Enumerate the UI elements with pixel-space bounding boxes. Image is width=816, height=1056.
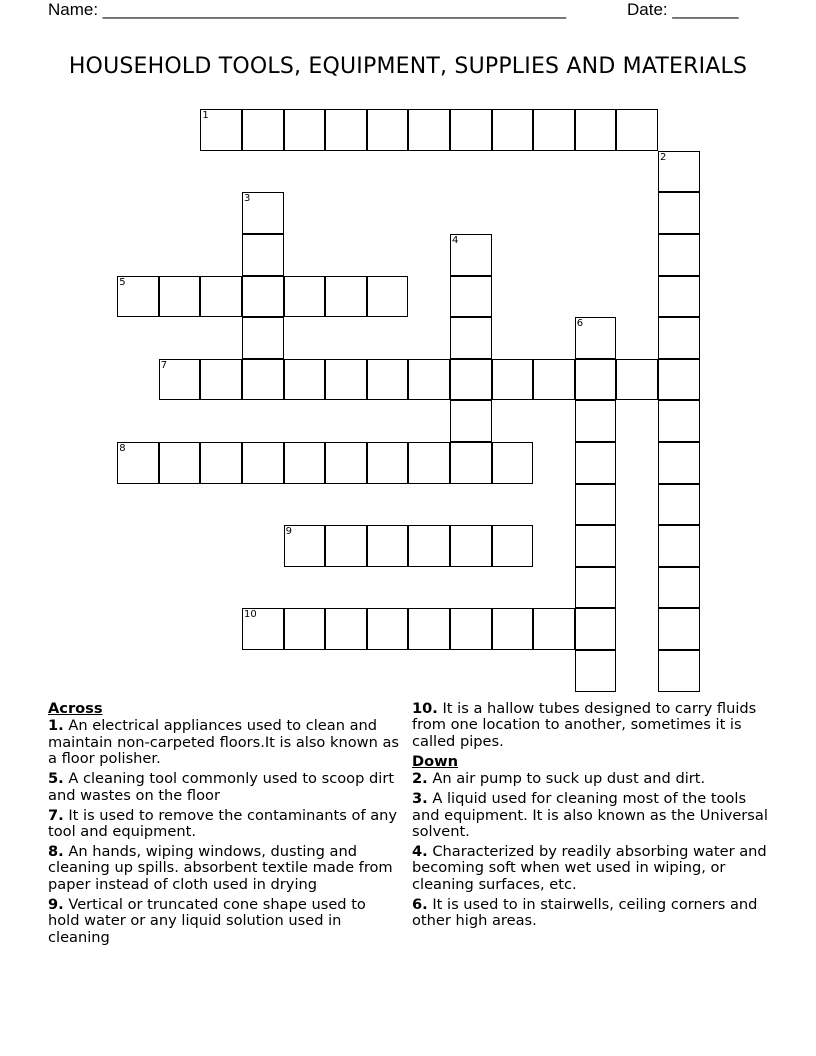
clue-across-7: [48, 808, 400, 841]
grid-cell[interactable]: [658, 192, 700, 234]
grid-cell[interactable]: [450, 276, 492, 318]
grid-cell[interactable]: [367, 442, 409, 484]
grid-cell[interactable]: [658, 608, 700, 650]
clue-text: An hands, wiping windows, dusting and cleaning up spills. absorbent textile made from paper instead of cloth used in drying: [48, 843, 393, 893]
clue-text: An air pump to suck up dust and dirt.: [432, 770, 706, 788]
clue-across-10: [412, 701, 772, 750]
clue-number: 6.: [412, 895, 428, 913]
grid-cell[interactable]: [658, 317, 700, 359]
grid-cell[interactable]: [117, 276, 159, 318]
grid-cell[interactable]: [159, 359, 201, 401]
grid-cell[interactable]: [492, 359, 534, 401]
cell-number: 1: [202, 110, 209, 122]
grid-cell[interactable]: [450, 608, 492, 650]
grid-cell[interactable]: [575, 442, 617, 484]
grid-cell[interactable]: [159, 442, 201, 484]
clue-across-1: [48, 718, 400, 767]
grid-cell[interactable]: [408, 359, 450, 401]
clue-down-4: [412, 844, 772, 893]
clue-number: 7.: [48, 806, 64, 824]
grid-cell[interactable]: [200, 359, 242, 401]
grid-cell[interactable]: [658, 151, 700, 193]
grid-cell[interactable]: [492, 608, 534, 650]
clue-text: It is used to remove the contaminants of any tool and equipment.: [48, 806, 398, 841]
grid-cell[interactable]: [325, 525, 367, 567]
grid-cell[interactable]: [367, 525, 409, 567]
grid-cell[interactable]: [533, 608, 575, 650]
clue-number: 4.: [412, 843, 428, 861]
grid-cell[interactable]: [658, 442, 700, 484]
grid-cell[interactable]: [575, 400, 617, 442]
grid-cell[interactable]: [658, 484, 700, 526]
grid-cell[interactable]: [533, 359, 575, 401]
across-heading: Across: [48, 700, 103, 717]
grid-cell[interactable]: [242, 317, 284, 359]
clue-text: An electrical appliances used to clean and maintain non-carpeted floors.It is also known as a floor polisher.: [48, 717, 399, 768]
grid-cell[interactable]: [575, 608, 617, 650]
grid-cell[interactable]: [242, 109, 284, 151]
grid-cell[interactable]: [658, 650, 700, 692]
clue-text: It is a hallow tubes designed to carry fluids from one location to another, sometimes it is called pipes.: [412, 700, 757, 750]
cell-number: 10: [244, 609, 257, 621]
cell-number: 3: [244, 193, 251, 205]
cell-number: 9: [285, 526, 292, 538]
grid-cell[interactable]: [658, 400, 700, 442]
grid-cell[interactable]: [408, 109, 450, 151]
clue-text: A liquid used for cleaning most of the tools and equipment. It is also known as the Universal solvent.: [412, 790, 768, 841]
grid-cell[interactable]: [408, 442, 450, 484]
grid-cell[interactable]: [325, 359, 367, 401]
grid-cell[interactable]: [658, 234, 700, 276]
grid-cell[interactable]: [242, 192, 284, 234]
grid-cell[interactable]: [242, 359, 284, 401]
grid-cell[interactable]: [575, 525, 617, 567]
grid-cell[interactable]: [367, 608, 409, 650]
grid-cell[interactable]: [658, 359, 700, 401]
grid-cell[interactable]: [408, 608, 450, 650]
grid-cell[interactable]: [284, 608, 326, 650]
grid-cell[interactable]: [367, 359, 409, 401]
clues-left-column: [48, 701, 400, 950]
grid-cell[interactable]: [117, 442, 159, 484]
clue-down-6: [412, 897, 772, 930]
cell-number: 5: [119, 276, 126, 288]
grid-cell[interactable]: [367, 109, 409, 151]
grid-cell[interactable]: [200, 109, 242, 151]
clue-number: 2.: [412, 770, 428, 788]
grid-cell[interactable]: [492, 109, 534, 151]
grid-cell[interactable]: [284, 359, 326, 401]
grid-cell[interactable]: [450, 234, 492, 276]
clue-text: A cleaning tool commonly used to scoop dirt and wastes on the floor: [48, 770, 395, 804]
grid-cell[interactable]: [658, 276, 700, 318]
grid-cell[interactable]: [450, 525, 492, 567]
grid-cell[interactable]: [450, 317, 492, 359]
grid-cell[interactable]: [450, 359, 492, 401]
grid-cell[interactable]: [492, 442, 534, 484]
grid-cell[interactable]: [658, 525, 700, 567]
grid-cell[interactable]: [200, 442, 242, 484]
grid-cell[interactable]: [200, 276, 242, 318]
grid-cell[interactable]: [284, 109, 326, 151]
clue-down-3: [412, 791, 772, 840]
grid-cell[interactable]: [284, 442, 326, 484]
grid-cell[interactable]: [325, 109, 367, 151]
grid-cell[interactable]: [450, 442, 492, 484]
clue-across-8: [48, 844, 400, 893]
grid-cell[interactable]: [575, 317, 617, 359]
down-heading: Down: [412, 752, 459, 770]
clue-number: 3.: [412, 790, 428, 808]
grid-cell[interactable]: [658, 567, 700, 609]
grid-cell[interactable]: [575, 484, 617, 526]
grid-cell[interactable]: [159, 276, 201, 318]
clue-across-5: [48, 771, 400, 804]
clue-number: 5.: [48, 770, 64, 788]
grid-cell[interactable]: [242, 608, 284, 650]
grid-cell[interactable]: [616, 359, 658, 401]
grid-cell[interactable]: [616, 109, 658, 151]
clue-across-9: [48, 897, 400, 946]
cell-number: 6: [576, 318, 584, 330]
date-field[interactable]: Date: _______: [627, 0, 739, 19]
grid-cell[interactable]: [575, 650, 617, 692]
clue-number: 9.: [48, 895, 64, 913]
grid-cell[interactable]: [575, 359, 617, 401]
grid-cell[interactable]: [450, 400, 492, 442]
cell-number: 2: [660, 151, 667, 163]
page-title: HOUSEHOLD TOOLS, EQUIPMENT, SUPPLIES AND MATERIALS: [68, 54, 748, 79]
grid-cell[interactable]: [492, 525, 534, 567]
clue-number: 1.: [48, 717, 64, 735]
clue-number: 8.: [48, 843, 64, 861]
clue-text: Vertical or truncated cone shape used to hold water or any liquid solution used in cleaning: [48, 895, 366, 946]
grid-cell[interactable]: [242, 234, 284, 276]
name-field[interactable]: Name: _________________________________________________: [48, 0, 567, 19]
clue-number: 10.: [412, 700, 438, 717]
grid-cell[interactable]: [325, 276, 367, 318]
grid-cell[interactable]: [533, 109, 575, 151]
clue-text: It is used to in stairwells, ceiling corners and other high areas.: [412, 895, 758, 930]
grid-cell[interactable]: [367, 276, 409, 318]
grid-cell[interactable]: [242, 442, 284, 484]
clue-text: Characterized by readily absorbing water and becoming soft when wet used in wiping, or cleaning surfaces, etc.: [412, 843, 767, 893]
clue-down-2: [412, 771, 772, 787]
grid-cell[interactable]: [242, 276, 284, 318]
grid-cell[interactable]: [325, 442, 367, 484]
grid-cell[interactable]: [284, 525, 326, 567]
grid-cell[interactable]: [575, 567, 617, 609]
grid-cell[interactable]: [325, 608, 367, 650]
cell-number: 7: [160, 359, 168, 371]
grid-cell[interactable]: [408, 525, 450, 567]
grid-cell[interactable]: [450, 109, 492, 151]
grid-cell[interactable]: [575, 109, 617, 151]
clues-right-column: [412, 701, 772, 933]
grid-cell[interactable]: [284, 276, 326, 318]
cell-number: 4: [452, 235, 459, 246]
cell-number: 8: [119, 443, 126, 454]
